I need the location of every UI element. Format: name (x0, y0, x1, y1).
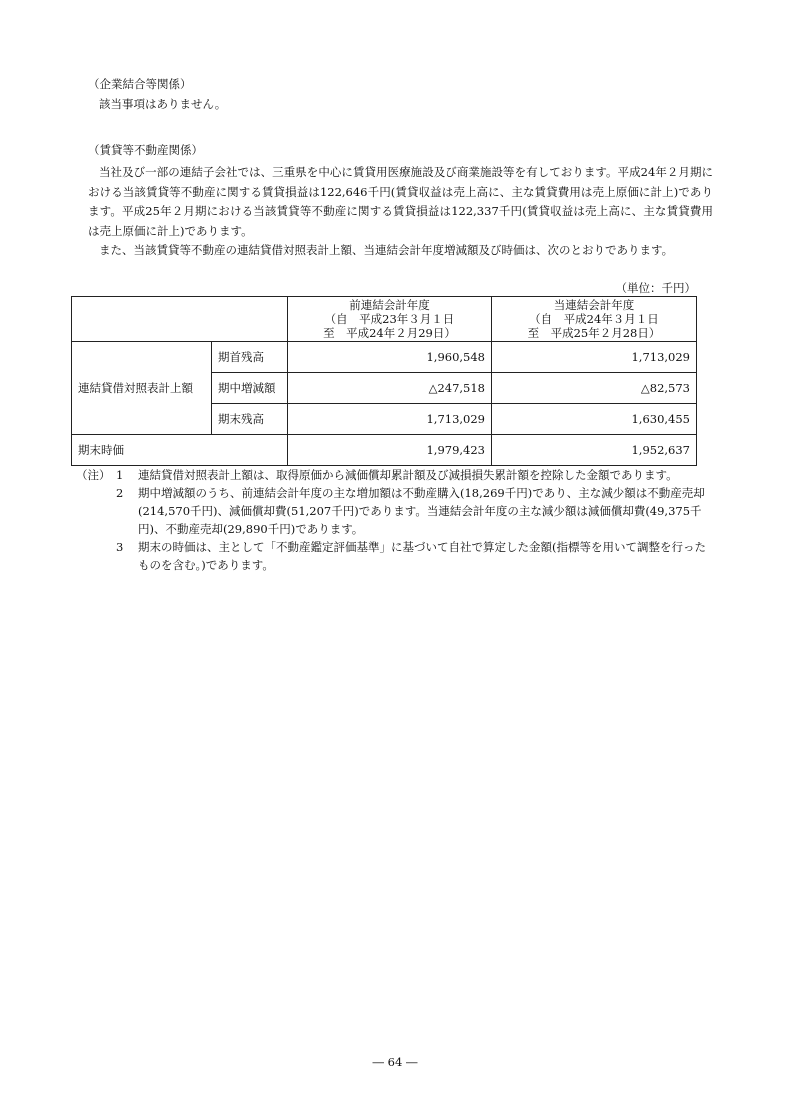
rental-property-description (88, 163, 713, 261)
rental-property-table (71, 296, 697, 466)
row-label-change: 期中増減額 (212, 373, 288, 404)
group-label: 連結貸借対照表計上額 (72, 342, 212, 435)
header-previous-period (288, 297, 492, 342)
closing-balance-previous: 1,713,029 (288, 404, 492, 435)
table-row (72, 435, 697, 466)
table-row (72, 342, 697, 373)
row-label-opening-balance: 期首残高 (212, 342, 288, 373)
closing-balance-current: 1,630,455 (492, 404, 697, 435)
row-label-closing-balance: 期末残高 (212, 404, 288, 435)
change-current: △82,573 (492, 373, 697, 404)
fair-value-current: 1,952,637 (492, 435, 697, 466)
header-current-to: 至 平成25年２月28日） (527, 326, 661, 340)
note-text: 期末の時価は、主として「不動産鑑定評価基準」に基づいて自社で算定した金額(指標等を用いて調整を行ったものを含む。)であります。 (138, 540, 706, 572)
note-item (76, 466, 706, 484)
fair-value-previous: 1,979,423 (288, 435, 492, 466)
notes-marker: （注） (76, 468, 111, 482)
header-current-from: （自 平成24年３月１日 (529, 312, 659, 326)
change-previous: △247,518 (288, 373, 492, 404)
opening-balance-current: 1,713,029 (492, 342, 697, 373)
header-previous-title: 前連結会計年度 (349, 298, 430, 312)
note-text: 連結貸借対照表計上額は、取得原価から減価償却累計額及び減損損失累計額を控除した金額であります。 (138, 468, 678, 482)
header-previous-from: （自 平成23年３月１日 (324, 312, 455, 326)
note-number: 1 (116, 468, 124, 482)
table-header-row (72, 297, 697, 342)
page-number: ― 64 ― (372, 1055, 418, 1069)
unit-label: （単位：千円） (615, 281, 696, 295)
note-item (76, 484, 706, 538)
note-item (76, 538, 706, 574)
note-number: 3 (116, 540, 124, 554)
row-label-fair-value: 期末時価 (72, 435, 288, 466)
note-text: 期中増減額のうち、前連結会計年度の主な増加額は不動産購入(18,269千円)であり、主な減少額は不動産売却(214,570千円)、減価償却費(51,207千円)であります。当連結会計年度の主な減少額は減価償却費(49,375千円)、不動産売却(29,890千円)であります。 (138, 486, 705, 536)
rental-property-paragraph-1: 当社及び一部の連結子会社では、三重県を中心に賃貸用医療施設及び商業施設等を有しております。平成24年２月期における当該賃貸等不動産に関する賃貸損益は122,646千円(賃貸収益は売上高に、主な賃貸費用は売上原価に計上)であります。平成25年２月期における当該賃貸等不動産に関する賃貸損益は122,337千円(賃貸収益は売上高に、主な賃貸費用は売上原価に計上)であります。 (88, 165, 713, 238)
header-previous-to: 至 平成24年２月29日） (323, 326, 456, 340)
rental-property-paragraph-2: また、当該賃貸等不動産の連結貸借対照表計上額、当連結会計年度増減額及び時価は、次のとおりであります。 (99, 243, 674, 257)
header-current-period (492, 297, 697, 342)
opening-balance-previous: 1,960,548 (288, 342, 492, 373)
header-current-title: 当連結会計年度 (553, 298, 635, 312)
notes (76, 466, 706, 574)
table-header-blank (72, 297, 288, 342)
business-combination-heading: （企業結合等関係） (88, 77, 192, 91)
rental-property-heading: （賃貸等不動産関係） (88, 143, 203, 157)
note-number: 2 (116, 486, 124, 500)
business-combination-body: 該当事項はありません。 (99, 97, 227, 111)
